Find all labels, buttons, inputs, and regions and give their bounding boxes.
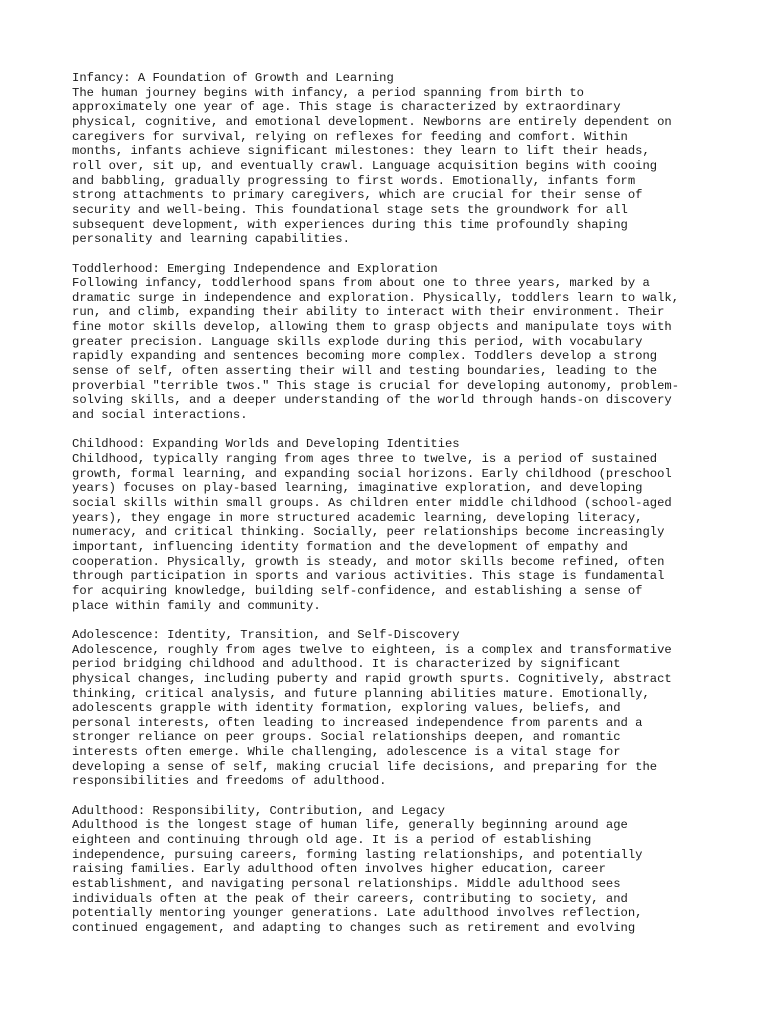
section-heading: Adulthood: Responsibility, Contribution, and Legacy — [72, 803, 445, 818]
section-adulthood — [72, 804, 712, 936]
paragraph-line: Childhood, typically ranging from ages three to twelve, is a period of sustained — [72, 452, 658, 467]
paragraph-line: strong attachments to primary caregivers, which are crucial for their sense of — [72, 188, 643, 203]
paragraph-line: cooperation. Physically, growth is steady, and motor skills become refined, often — [72, 554, 665, 569]
paragraph-line: personality and learning capabilities. — [72, 232, 350, 247]
paragraph-line: proverbial "terrible twos." This stage is crucial for developing autonomy, problem- — [72, 378, 680, 393]
paragraph-line: physical changes, including puberty and rapid growth spurts. Cognitively, abstract — [72, 671, 672, 686]
paragraph-line: subsequent development, with experiences during this time profoundly shaping — [72, 217, 628, 232]
paragraph-line: potentially mentoring younger generations. Late adulthood involves reflection, — [72, 906, 643, 921]
paragraph-line: solving skills, and a deeper understanding of the world through hands-on discovery — [72, 393, 672, 408]
section-heading: Adolescence: Identity, Transition, and Self-Discovery — [72, 627, 460, 642]
section-heading: Childhood: Expanding Worlds and Developing Identities — [72, 437, 460, 452]
paragraph-line: important, influencing identity formation and the development of empathy and — [72, 539, 628, 554]
paragraph-line: roll over, sit up, and eventually crawl. Language acquisition begins with cooing — [72, 158, 658, 173]
paragraph-line: security and well-being. This foundational stage sets the groundwork for all — [72, 202, 628, 217]
paragraph-line: months, infants achieve significant milestones: they learn to lift their heads, — [72, 144, 650, 159]
section-adolescence — [72, 628, 712, 789]
paragraph-line: years) focuses on play-based learning, imaginative exploration, and developing — [72, 481, 643, 496]
paragraph-line: approximately one year of age. This stage is characterized by extraordinary — [72, 100, 621, 115]
paragraph-line: fine motor skills develop, allowing them to grasp objects and manipulate toys with — [72, 320, 672, 335]
paragraph-line: responsibilities and freedoms of adulthood. — [72, 774, 387, 789]
paragraph-line: thinking, critical analysis, and future planning abilities mature. Emotionally, — [72, 686, 650, 701]
paragraph-line: raising families. Early adulthood often involves higher education, career — [72, 862, 606, 877]
paragraph-line: caregivers for survival, relying on reflexes for feeding and comfort. Within — [72, 129, 628, 144]
paragraph-line: stronger reliance on peer groups. Social relationships deepen, and romantic — [72, 730, 621, 745]
paragraph-line: and babbling, gradually progressing to first words. Emotionally, infants form — [72, 173, 636, 188]
paragraph-line: run, and climb, expanding their ability to interact with their environment. Their — [72, 305, 665, 320]
section-heading: Toddlerhood: Emerging Independence and Exploration — [72, 261, 438, 276]
paragraph-line: individuals often at the peak of their careers, contributing to society, and — [72, 891, 628, 906]
section-heading: Infancy: A Foundation of Growth and Learning — [72, 71, 394, 85]
paragraph-line: through participation in sports and various activities. This stage is fundamental — [72, 569, 665, 584]
paragraph-line: place within family and community. — [72, 598, 321, 613]
paragraph-line: and social interactions. — [72, 408, 248, 423]
paragraph-line: physical, cognitive, and emotional development. Newborns are entirely dependent on — [72, 114, 672, 129]
paragraph-line: personal interests, often leading to increased independence from parents and a — [72, 715, 643, 730]
paragraph-line: rapidly expanding and sentences becoming more complex. Toddlers develop a strong — [72, 349, 658, 364]
paragraph-line: Adulthood is the longest stage of human life, generally beginning around age — [72, 818, 628, 833]
paragraph-line: establishment, and navigating personal relationships. Middle adulthood sees — [72, 877, 621, 892]
paragraph-line: period bridging childhood and adulthood. It is characterized by significant — [72, 657, 621, 672]
paragraph-line: continued engagement, and adapting to changes such as retirement and evolving — [72, 921, 636, 935]
paragraph-line: interests often emerge. While challenging, adolescence is a vital stage for — [72, 745, 621, 760]
paragraph-line: Following infancy, toddlerhood spans from about one to three years, marked by a — [72, 276, 650, 291]
document-page — [72, 71, 712, 950]
paragraph-line: independence, pursuing careers, forming lasting relationships, and potentially — [72, 847, 643, 862]
paragraph-line: growth, formal learning, and expanding social horizons. Early childhood (preschool — [72, 466, 672, 481]
paragraph-line: adolescents grapple with identity formation, exploring values, beliefs, and — [72, 701, 621, 716]
paragraph-line: sense of self, often asserting their will and testing boundaries, leading to the — [72, 364, 658, 379]
paragraph-line: dramatic surge in independence and exploration. Physically, toddlers learn to walk, — [72, 290, 680, 305]
section-childhood — [72, 437, 712, 613]
paragraph-line: social skills within small groups. As children enter middle childhood (school-aged — [72, 496, 672, 510]
paragraph-line: greater precision. Language skills explode during this period, with vocabulary — [72, 334, 643, 349]
paragraph-line: for acquiring knowledge, building self-confidence, and establishing a sense of — [72, 583, 643, 598]
paragraph-line: developing a sense of self, making crucial life decisions, and preparing for the — [72, 759, 658, 774]
section-infancy — [72, 71, 712, 247]
section-toddlerhood — [72, 262, 712, 423]
paragraph-line: The human journey begins with infancy, a period spanning from birth to — [72, 85, 584, 100]
paragraph-line: Adolescence, roughly from ages twelve to eighteen, is a complex and transformative — [72, 642, 672, 657]
paragraph-line: numeracy, and critical thinking. Socially, peer relationships become increasingly — [72, 525, 665, 540]
paragraph-line: years), they engage in more structured academic learning, developing literacy, — [72, 510, 643, 525]
paragraph-line: eighteen and continuing through old age. It is a period of establishing — [72, 833, 592, 848]
